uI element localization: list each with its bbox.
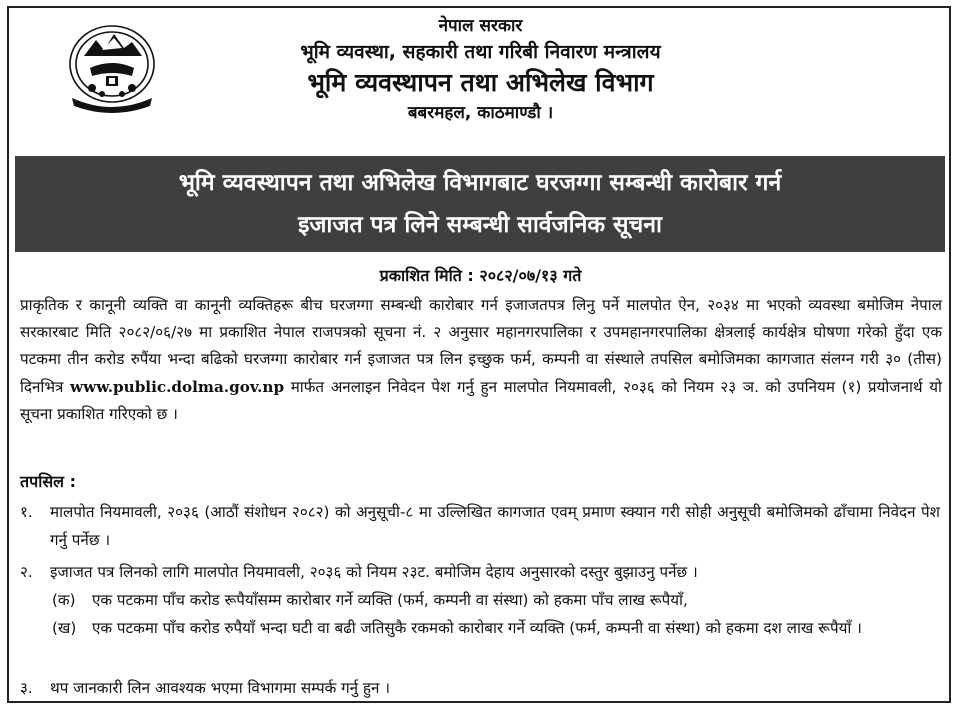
list-subitem-marker: (ख): [52, 619, 77, 637]
government-name: नेपाल सरकार: [438, 16, 523, 36]
published-date: प्रकाशित मिति : २०८२/०७/१३ गते: [379, 266, 582, 285]
list-subitem-text: एक पटकमा पाँच करोड रूपैयाँसम्म कारोबार गर्ने व्यक्ति (फर्म, कम्पनी वा संस्था) को हकमा पाँच लाख रूपैयाँ,: [92, 591, 688, 609]
list-heading: तपसिल :: [20, 472, 76, 491]
list-item-number: ३.: [20, 679, 33, 697]
list-item-1: [20, 498, 942, 554]
list-item-number: २.: [20, 563, 33, 581]
list-subitem-text: एक पटकमा पाँच करोड रुपैयाँ भन्दा घटी वा बढी जतिसुकै रकमको कारोबार गर्ने व्यक्ति (फर्म, कम्पनी वा संस्था) को हकमा दश लाख रूपैयाँ ।: [92, 619, 862, 637]
portal-url-link[interactable]: www.public.dolma.gov.np: [70, 377, 285, 396]
notice-body-part-1: प्राकृतिक र कानूनी व्यक्ति वा कानूनी व्यक्तिहरू बीच घरजग्गा सम्बन्धी कारोबार गर्न इजाजतपत्र लिनु पर्ने मालपोत ऐन, २०३४ मा भएको व्यवस्था बमोजिम नेपाल सरकारबाट मिति २०८२/०६/२७ मा प्रकाशित नेपाल राजपत्रको सूचना नं. २ अनुसार महानगरपालिका र उपमहानगरपालिका क्षेत्रलाई कार्यक्षेत्र घोषणा गरेको हुँदा एक पटकमा तीन करोड रुपैंया भन्दा बढिको घरजग्गा कारोबार गर्न इजाजत पत्र लिन इच्छुक फर्म, कम्पनी वा संस्थाले तपसिल बमोजिमका कागजात संलग्न गरी ३० (तीस) दिनभित्र: [20, 296, 942, 396]
list-item-text: मालपोत नियमावली, २०३६ (आठौं संशोधन २०८२) को अनुसूची-८ मा उल्लिखित कागजात एवम् प्रमाण स्क्यान गरी सोही अनुसूची बमोजिमको ढाँचामा निवेदन पेश गर्नु पर्नेछ ।: [50, 503, 940, 549]
list-subitem-ka: [52, 586, 942, 614]
list-item-number: १.: [20, 503, 33, 521]
list-item-2: [20, 558, 942, 586]
ministry-name: भूमि व्यवस्था, सहकारी तथा गरिबी निवारण मन्त्रालय: [300, 41, 661, 63]
department-name: भूमि व्यवस्थापन तथा अभिलेख विभाग: [307, 68, 654, 97]
list-subitem-marker: (क): [52, 591, 76, 609]
list-subitem-kha: [52, 614, 942, 670]
notice-title-line-1: भूमि व्यवस्थापन तथा अभिलेख विभागबाट घरजग्गा सम्बन्धी कारोबार गर्न: [178, 170, 782, 196]
notice-body: [20, 292, 942, 428]
office-address: बबरमहल, काठमाण्डौ ।: [407, 103, 554, 123]
notice-title-banner: [15, 156, 945, 252]
list-item-text: इजाजत पत्र लिनको लागि मालपोत नियमावली, २०३६ को नियम २३ट. बमोजिम देहाय अनुसारको दस्तुर बुझाउनु पर्नेछ ।: [50, 563, 698, 581]
notice-body-part-2: मार्फत अनलाइन निवेदन पेश गर्नु हुन मालपोत नियमावली, २०३६ को नियम २३ ञ. को उपनियम (१) प्रयोजनार्थ यो सूचना प्रकाशित गरिएको छ ।: [20, 377, 942, 423]
notice-title-line-2: इजाजत पत्र लिने सम्बन्धी सार्वजनिक सूचना: [298, 212, 662, 238]
list-item-text: थप जानकारी लिन आवश्यक भएमा विभागमा सम्पर्क गर्नु हुन ।: [50, 679, 390, 697]
list-item-3: [20, 674, 942, 702]
office-header: [0, 14, 961, 126]
